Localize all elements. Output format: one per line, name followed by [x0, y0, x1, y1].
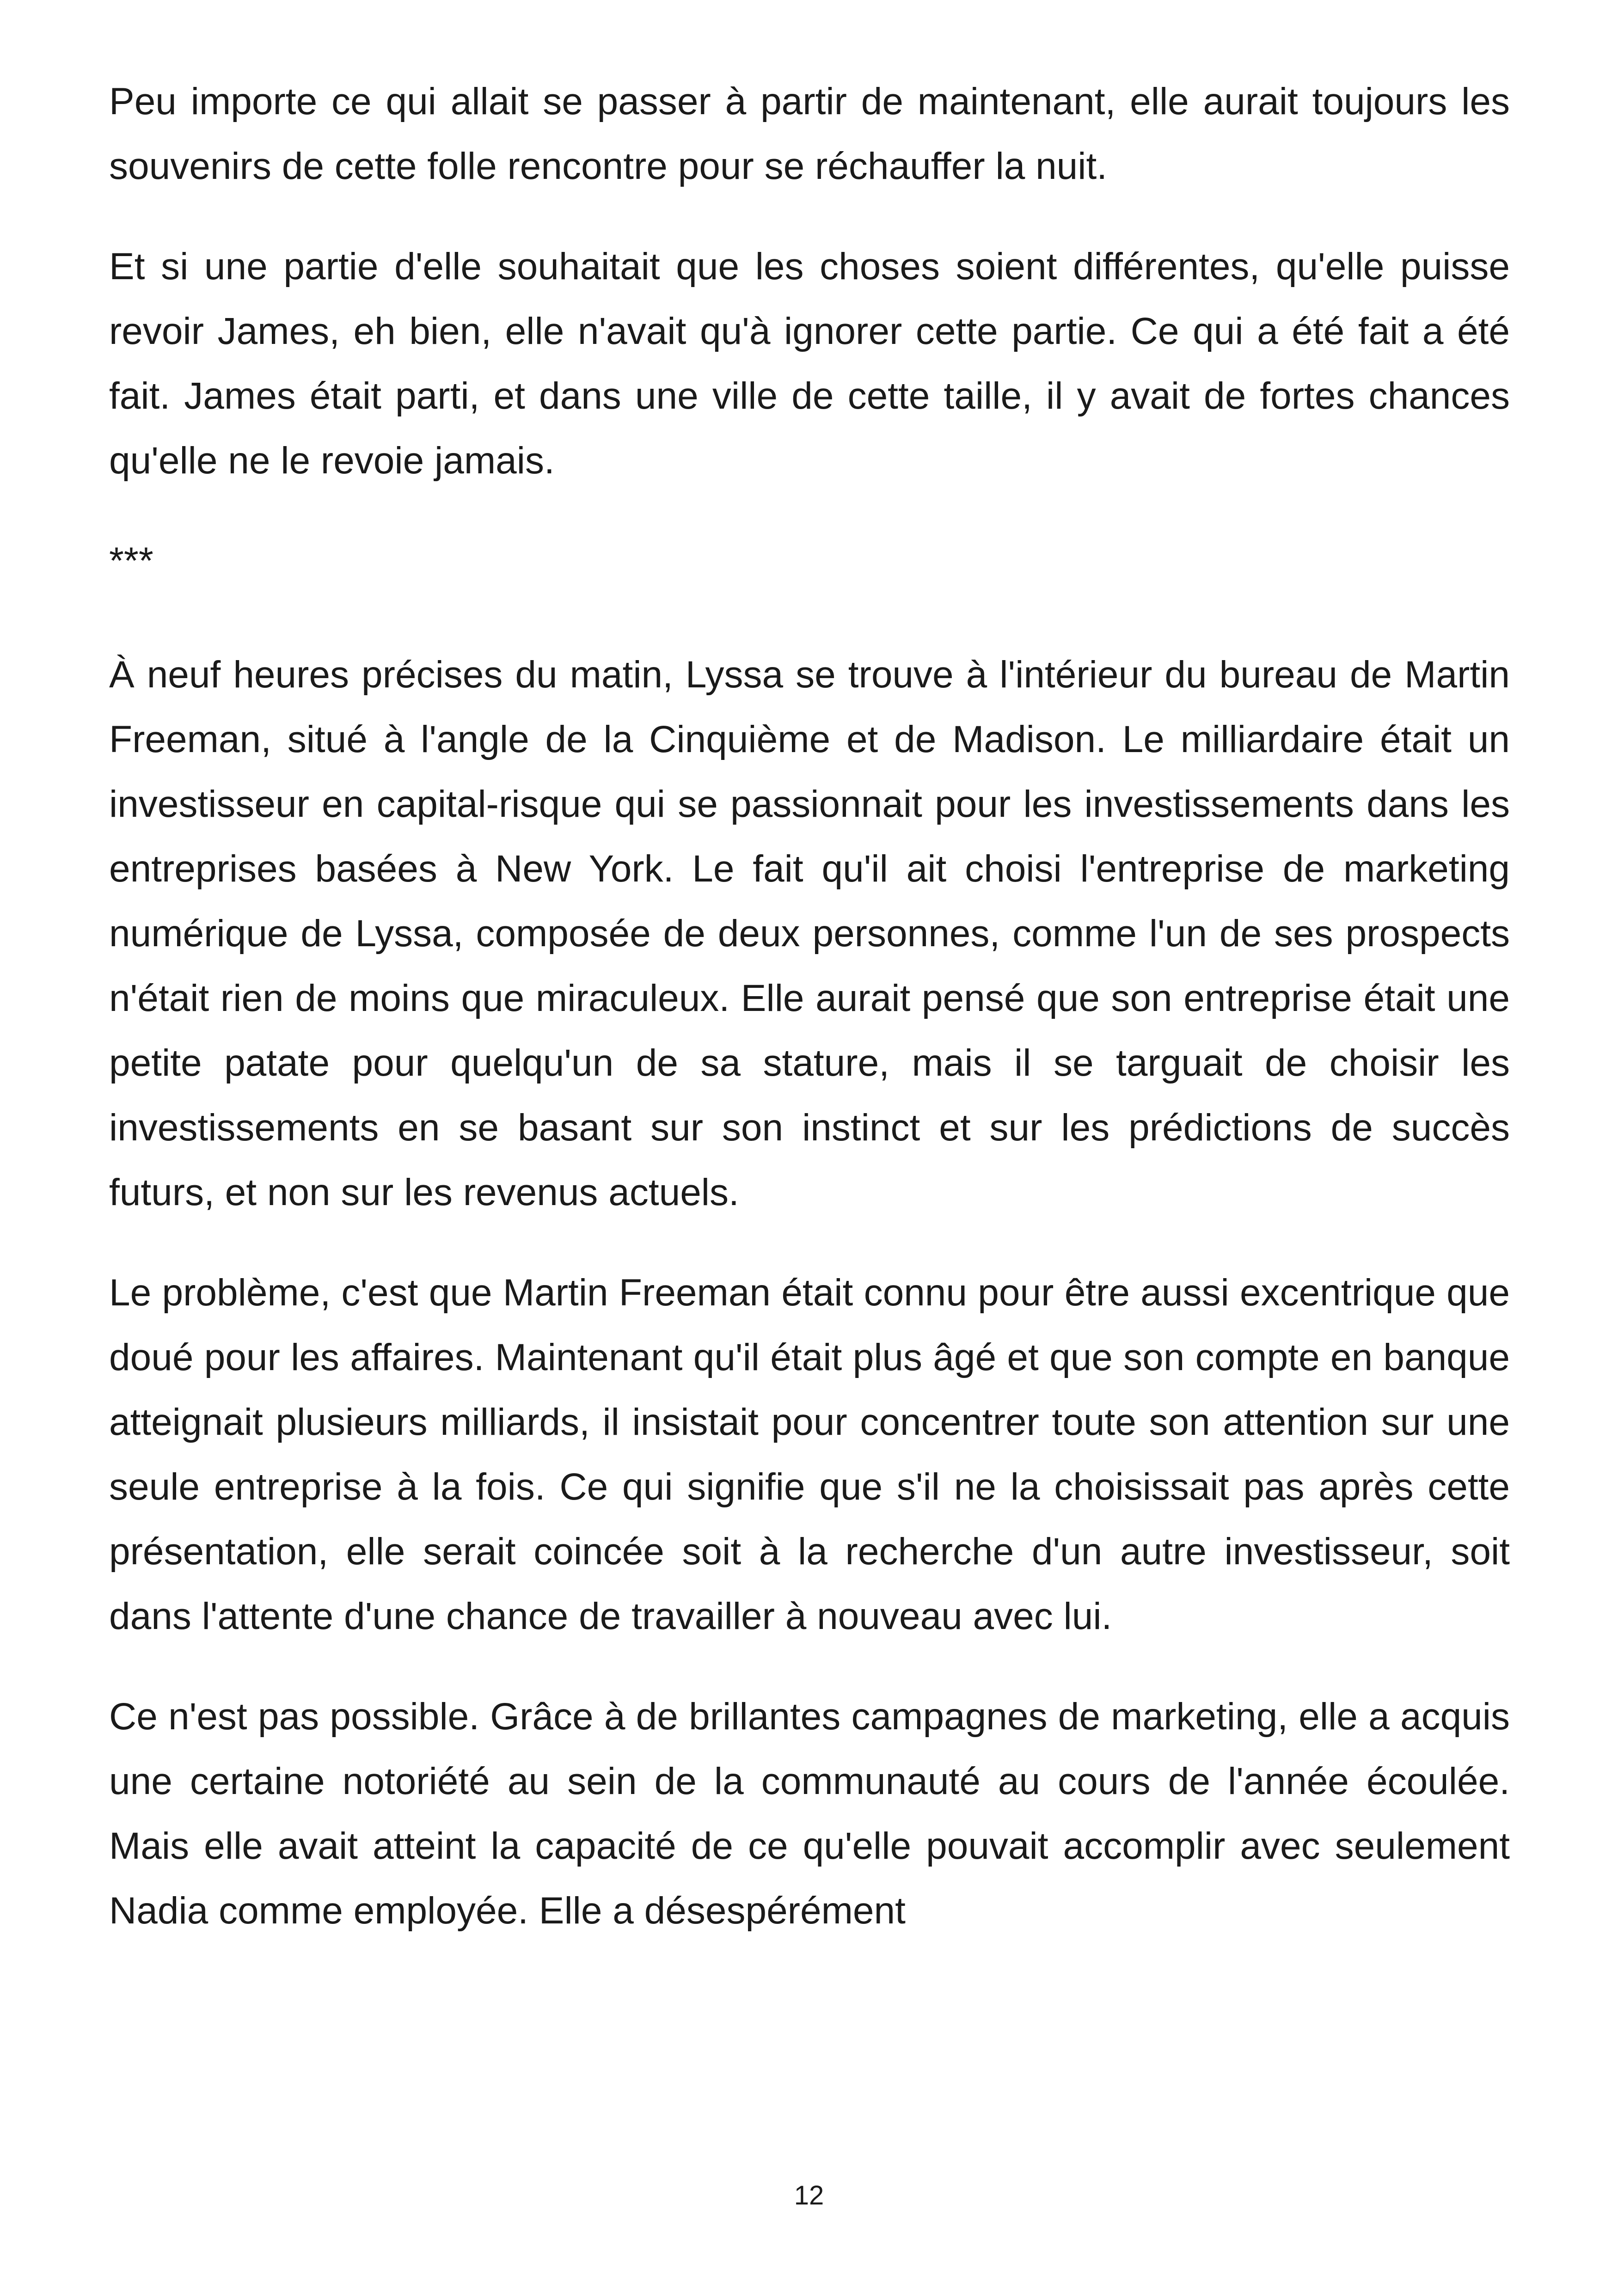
page-number: 12	[794, 2180, 824, 2210]
document-page	[109, 69, 1510, 1979]
paragraph: Et si une partie d'elle souhaitait que les choses soient différentes, qu'elle puisse revoir James, eh bien, elle n'avait qu'à ignorer cette partie. Ce qui a été fait a été fait. James était parti, et dans une ville de cette taille, il y avait de fortes chances qu'elle ne le revoie jamais.	[109, 245, 1510, 482]
paragraph: Ce n'est pas possible. Grâce à de brillantes campagnes de marketing, elle a acquis une certaine notoriété au sein de la communauté au cours de l'année écoulée. Mais elle avait atteint la capacité de ce qu'elle pouvait accomplir avec seulement Nadia comme employée. Elle a désespérément	[109, 1696, 1510, 1932]
paragraph: Peu importe ce qui allait se passer à partir de maintenant, elle aurait toujours les souvenirs de cette folle rencontre pour se réchauffer la nuit.	[109, 80, 1510, 187]
scene-break-separator: ***	[109, 540, 153, 582]
paragraph: À neuf heures précises du matin, Lyssa se trouve à l'intérieur du bureau de Martin Freeman, situé à l'angle de la Cinquième et de Madison. Le milliardaire était un investisseur en capital-risque qui se passionnait pour les investissements dans les entreprises basées à New York. Le fait qu'il ait choisi l'entreprise de marketing numérique de Lyssa, composée de deux personnes, comme l'un de ses prospects n'était rien de moins que miraculeux. Elle aurait pensé que son entreprise était une petite patate pour quelqu'un de sa stature, mais il se targuait de choisir les investissements en se basant sur son instinct et sur les prédictions de succès futurs, et non sur les revenus actuels.	[109, 654, 1510, 1213]
paragraph: Le problème, c'est que Martin Freeman était connu pour être aussi excentrique que doué pour les affaires. Maintenant qu'il était plus âgé et que son compte en banque atteignait plusieurs milliards, il insistait pour concentrer toute son attention sur une seule entreprise à la fois. Ce qui signifie que s'il ne la choisissait pas après cette présentation, elle serait coincée soit à la recherche d'un autre investisseur, soit dans l'attente d'une chance de travailler à nouveau avec lui.	[109, 1272, 1510, 1637]
